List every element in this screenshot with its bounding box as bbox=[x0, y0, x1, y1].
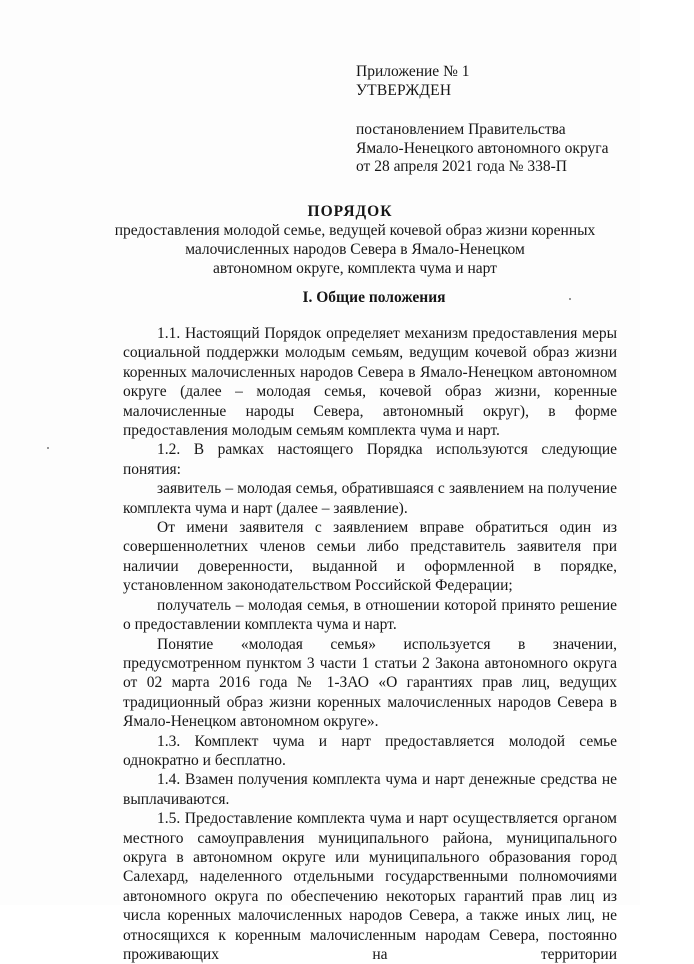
resolution-line-2: Ямало-Ненецкого автономного округа bbox=[356, 139, 609, 157]
resolution-line-3: от 28 апреля 2021 года № 338-П bbox=[356, 158, 567, 175]
appendix-number: Приложение № 1 bbox=[356, 63, 470, 80]
paragraph-1-5: 1.5. Предоставление комплекта чума и нарт осуществляется органом местного самоуправления муниципального района, муниципального округа в автономном округе или муниципального образования город Салехард, наделенного отдельными государственными полномочиями автономного округа по обеспечению некоторых гарантий прав лиц из числа коренных малочисленных народов Севера, а также иных лиц, не относящихся к коренным малочисленным народам Севера, постоянно проживающих на территории bbox=[123, 810, 617, 963]
paragraph-applicant: заявитель – молодая семья, обратившаяся с заявлением на получение комплекта чума и нарт (далее – заявление). bbox=[123, 480, 617, 517]
document-title: ПОРЯДОК bbox=[307, 203, 393, 220]
paragraph-1-3: 1.3. Комплект чума и нарт предоставляется молодой семье однократно и бесплатно. bbox=[123, 732, 617, 769]
section-body bbox=[123, 324, 617, 964]
subtitle-line-3: автономном округе, комплекта чума и нарт bbox=[213, 260, 497, 277]
scan-speck bbox=[569, 298, 571, 300]
paragraph-young-family: Понятие «молодая семья» используется в значении, предусмотренном пунктом 3 части 1 статьи 2 Закона автономного округа от 02 марта 2016 года № 1-ЗАО «О гарантиях прав лиц, ведущих традиционный образ жизни коренных малочисленных народов Севера в Ямало-Ненецком автономном округе». bbox=[123, 635, 617, 731]
document-subtitle bbox=[100, 221, 610, 278]
paragraph-1-1: 1.1. Настоящий Порядок определяет механизм предоставления меры социальной поддержки молодым семьям, ведущим кочевой образ жизни коренных малочисленных народов Севера в Ямало-Ненецком автономном округе (далее – молодая семья, кочевой образ жизни, коренные малочисленные народы Севера, автономный округ), в форме предоставления молодым семьям комплекта чума и нарт. bbox=[123, 325, 617, 440]
resolution-line-1: постановлением Правительства bbox=[356, 121, 566, 138]
paragraph-1-4: 1.4. Взамен получения комплекта чума и нарт денежные средства не выплачиваются. bbox=[123, 771, 617, 808]
paragraph-recipient: получатель – молодая семья, в отношении которой принято решение о предоставлении комплекта чума и нарт. bbox=[123, 596, 617, 634]
approval-stamp-block bbox=[356, 63, 626, 177]
subtitle-line-2: малочисленных народов Севера в Ямало-Ненецком bbox=[185, 241, 525, 258]
paragraph-1-2: 1.2. В рамках настоящего Порядка используются следующие понятия: bbox=[123, 441, 617, 478]
subtitle-line-1: предоставления молодой семье, ведущей кочевой образ жизни коренных bbox=[114, 222, 596, 239]
spacer bbox=[356, 100, 626, 121]
paragraph-on-behalf: От имени заявителя с заявлением вправе обратиться один из совершеннолетних членов семьи либо представитель заявителя при наличии доверенности, выданной и оформленной в порядке, установленном законодательством Российской Федерации; bbox=[123, 519, 617, 595]
approved-label: УТВЕРЖДЕН bbox=[356, 81, 452, 99]
scan-speck bbox=[47, 447, 49, 449]
section-heading: I. Общие положения bbox=[302, 289, 446, 306]
